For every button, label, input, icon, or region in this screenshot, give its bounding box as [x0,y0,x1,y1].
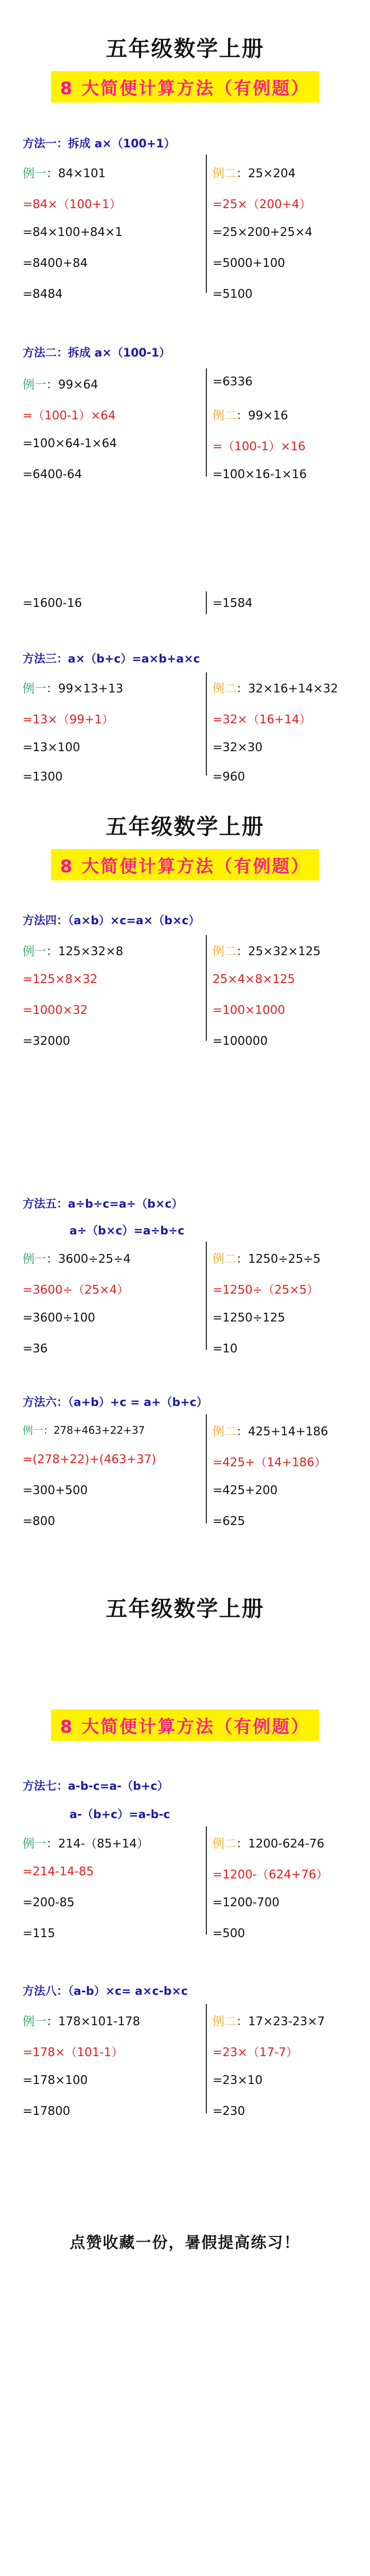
m6-right-0: 例二：425+14+186 [213,1425,328,1438]
divider [206,2004,207,2113]
method-3-title: 方法三：a×（b+c）=a×b+a×c [23,653,200,666]
m3-left-0: 例一：99×13+13 [23,682,124,696]
m3-right-0: 例二：32×16+14×32 [213,682,338,696]
m6-left-1: =(278+22)+(463+37) [23,1453,156,1466]
m4-left-2: =1000×32 [23,1004,88,1017]
m7-left-3: =115 [23,1927,56,1940]
m6-right-2: =425+200 [213,1484,278,1497]
m5-right-3: =10 [213,1342,238,1355]
divider [206,935,207,1041]
page-title: 五年级数学上册 [105,36,265,61]
m2-right-0: =6336 [213,375,253,388]
m8-right-0: 例二：17×23-23×7 [213,2015,325,2028]
m4-right-3: =100000 [213,1035,268,1048]
m2-tail-right: =1584 [213,597,253,610]
m7-right-1: =1200-（624+76） [213,1868,328,1882]
m5-left-0: 例一：3600÷25÷4 [23,1252,131,1266]
m1-left-4: =8484 [23,287,63,301]
m6-left-3: =800 [23,1515,56,1528]
m7-left-2: =200-85 [23,1896,75,1909]
m8-right-2: =23×10 [213,2074,263,2087]
m2-right-2: =（100-1）×16 [213,440,306,453]
method-1-title: 方法一：拆成 a×（100+1） [23,138,175,150]
m4-left-3: =32000 [23,1035,71,1048]
method-7-title: 方法七：a-b-c=a-（b+c） [23,1780,169,1793]
method-2-title: 方法二：拆成 a×（100-1） [23,347,171,360]
m5-left-2: =3600÷100 [23,1311,95,1325]
m8-left-3: =17800 [23,2105,71,2118]
m1-left-3: =8400+84 [23,257,88,270]
m2-right-3: =100×16-1×16 [213,468,307,481]
m3-left-3: =1300 [23,770,63,784]
m2-left-2: =100×64-1×64 [23,437,117,450]
m7-left-0: 例一：214-（85+14） [23,1837,149,1851]
m1-right-2: =25×200+25×4 [213,226,313,239]
m7-right-3: =500 [213,1927,245,1940]
divider [206,1414,207,1523]
page-title: 五年级数学上册 [105,814,265,839]
subtitle: 8 大简便计算方法（有例题） [51,71,320,103]
m7-right-2: =1200-700 [213,1896,280,1909]
m8-left-1: =178×（101-1） [23,2046,124,2059]
m8-right-3: =230 [213,2105,245,2118]
m4-left-1: =125×8×32 [23,973,98,986]
m2-left-1: =（100-1）×64 [23,409,116,422]
m6-right-1: =425+（14+186） [213,1456,326,1469]
m6-left-2: =300+500 [23,1484,88,1497]
divider [206,368,207,477]
m1-right-3: =5000+100 [213,257,285,270]
divider [206,1242,207,1350]
m8-left-2: =178×100 [23,2074,88,2087]
m1-right-4: =5100 [213,287,253,301]
m1-left-1: =84×（100+1） [23,198,121,211]
m5-right-2: =1250÷125 [213,1311,285,1325]
m5-left-1: =3600÷（25×4） [23,1283,129,1297]
m3-right-2: =32×30 [213,741,263,754]
m5-right-0: 例二：1250÷25÷5 [213,1252,321,1266]
subtitle-banner [0,71,370,103]
m4-left-0: 例一：125×32×8 [23,945,124,958]
divider [206,672,207,775]
m5-right-1: =1250÷（25×5） [213,1283,319,1297]
subtitle: 8 大简便计算方法（有例题） [51,1709,320,1741]
method-4-title: 方法四：（a×b）×c=a×（b×c） [23,914,200,927]
m2-left-0: 例一：99×64 [23,378,98,392]
method-5-title: 方法五：a÷b÷c=a÷（b×c） [23,1198,183,1211]
m7-right-0: 例二：1200-624-76 [213,1837,325,1851]
subtitle: 8 大简便计算方法（有例题） [51,849,320,880]
closing-message: 点赞收藏一份，暑假提高练习！ [69,2234,301,2252]
m2-right-1: 例二：99×16 [213,409,288,422]
m4-right-0: 例二：25×32×125 [213,945,321,958]
m4-right-1: 25×4×8×125 [213,973,295,986]
m8-left-0: 例一：178×101-178 [23,2015,140,2028]
m2-left-3: =6400-64 [23,468,82,481]
m3-left-2: =13×100 [23,741,80,754]
method-5-subtitle: a÷（b×c）=a÷b÷c [69,1225,185,1238]
subtitle-banner [0,849,370,880]
m1-right-1: =25×（200+4） [213,198,311,211]
divider [206,155,207,293]
divider [206,1826,207,1935]
m6-left-0: 例一：278+463+22+37 [23,1424,145,1436]
m4-right-2: =100×1000 [213,1004,285,1017]
page-title: 五年级数学上册 [105,1596,265,1621]
m6-right-3: =625 [213,1515,245,1528]
m8-right-1: =23×（17-7） [213,2046,298,2059]
m7-left-1: =214-14-85 [23,1865,94,1878]
m3-right-3: =960 [213,770,245,784]
subtitle-banner [0,1709,370,1741]
divider [206,591,207,614]
method-8-title: 方法八：（a-b）×c= a×c-b×c [23,1985,188,1998]
m1-left-2: =84×100+84×1 [23,226,123,239]
m3-right-1: =32×（16+14） [213,713,311,726]
m3-left-1: =13×（99+1） [23,713,114,726]
m1-right-0: 例二：25×204 [213,167,296,180]
method-6-title: 方法六：（a+b）+c = a+（b+c） [23,1396,208,1409]
method-7-subtitle: a-（b+c）=a-b-c [69,1808,170,1821]
m1-left-0: 例一：84×101 [23,167,106,180]
m5-left-3: =36 [23,1342,48,1355]
m2-tail-left: =1600-16 [23,597,82,610]
